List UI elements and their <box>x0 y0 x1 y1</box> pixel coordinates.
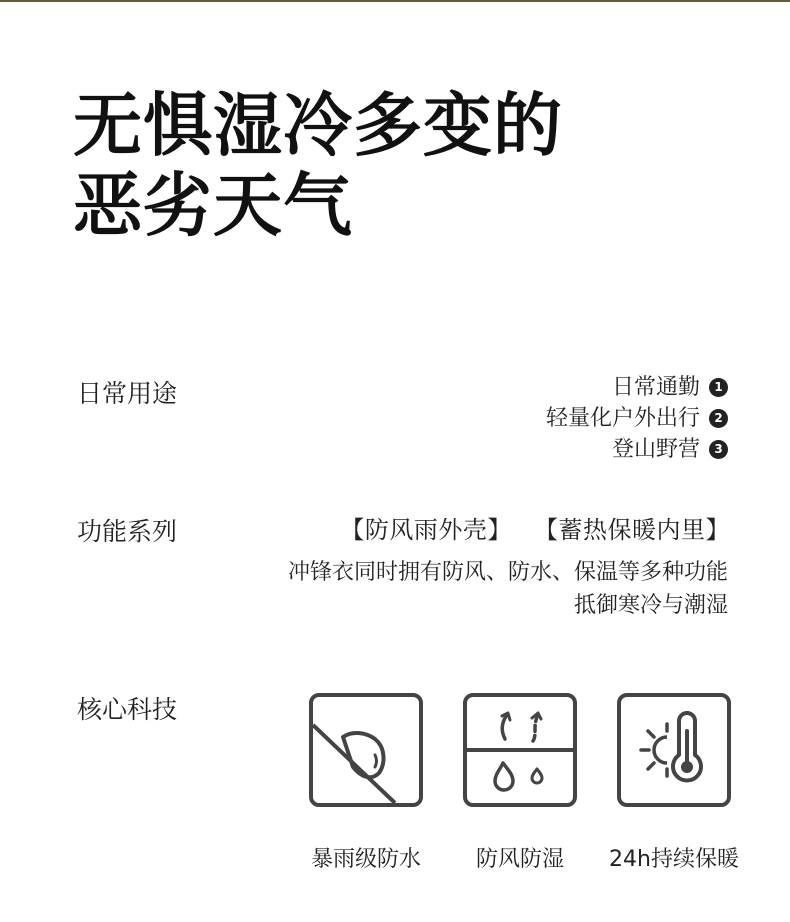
series-tag-shell: 【防风雨外壳】 <box>340 516 512 544</box>
series-description <box>288 556 728 622</box>
series-tags <box>326 510 730 545</box>
headline-line-2: 恶劣天气 <box>73 166 353 246</box>
usage-item <box>546 372 728 403</box>
number-badge-icon: 3 <box>709 440 728 459</box>
page-headline <box>73 86 563 246</box>
headline-line-1: 无惧湿冷多变的 <box>73 86 563 166</box>
tech-label: 核心科技 <box>77 695 178 724</box>
tech-label-waterproof: 暴雨级防水 <box>310 847 421 872</box>
tech-label-warmth: 24h持续保暖 <box>609 847 739 872</box>
windproof-moisture-icon <box>463 693 577 807</box>
usage-item-text: 轻量化户外出行 <box>545 406 700 431</box>
series-desc-line-2: 抵御寒冷与潮湿 <box>573 593 728 618</box>
usage-label: 日常用途 <box>77 379 178 408</box>
series-desc-line-1: 冲锋衣同时拥有防风、防水、保温等多种功能 <box>287 560 728 585</box>
series-label: 功能系列 <box>77 517 178 546</box>
number-badge-icon: 1 <box>709 378 728 397</box>
usage-list <box>546 372 728 465</box>
usage-item-text: 登山野营 <box>611 437 700 462</box>
top-divider <box>0 0 790 2</box>
usage-item <box>546 434 728 465</box>
number-badge-icon: 2 <box>709 409 728 428</box>
sun-thermometer-icon <box>617 693 731 807</box>
series-tag-lining: 【蓄热保暖内里】 <box>534 516 730 544</box>
usage-item <box>546 403 728 434</box>
waterproof-icon <box>309 693 423 807</box>
tech-label-windproof: 防风防湿 <box>475 847 564 872</box>
usage-item-text: 日常通勤 <box>611 375 700 400</box>
